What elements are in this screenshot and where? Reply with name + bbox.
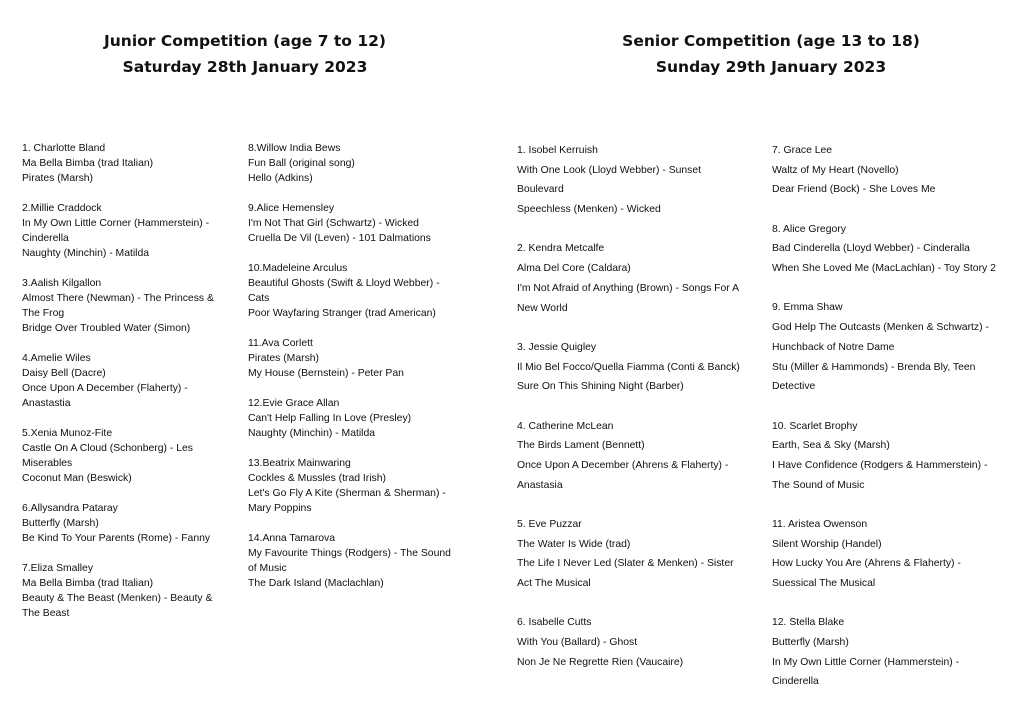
- competitor-entry: [772, 141, 996, 200]
- song-line: Butterfly (Marsh): [22, 518, 99, 529]
- song-line: Butterfly (Marsh): [772, 637, 849, 649]
- competitor-entry: [248, 531, 451, 591]
- competitor-name: 4.Amelie Wiles: [22, 353, 91, 364]
- senior-column-1: [517, 141, 740, 692]
- song-line: Cruella De Vil (Leven) - 101 Dalmations: [248, 233, 431, 244]
- song-line: Naughty (Minchin) - Matilda: [22, 248, 150, 259]
- competitor-name: 10.Madeleine Arculus: [248, 263, 348, 274]
- song-line: Detective: [772, 381, 816, 393]
- competitor-entry: [248, 456, 451, 516]
- song-line: New World: [517, 302, 568, 314]
- song-line: The Beast: [22, 608, 70, 619]
- song-line: Sure On This Shining Night (Barber): [517, 381, 684, 393]
- song-line: How Lucky You Are (Ahrens & Flaherty) -: [772, 558, 961, 570]
- competitor-name: 12. Stella Blake: [772, 617, 845, 629]
- song-line: Daisy Bell (Dacre): [22, 368, 106, 379]
- song-line: I Have Confidence (Rodgers & Hammerstein) -: [772, 459, 988, 471]
- song-line: Once Upon A December (Ahrens & Flaherty) -: [517, 459, 729, 471]
- junior-title: Junior Competition (age 7 to 12): [104, 32, 386, 50]
- competitor-name: 13.Beatrix Mainwaring: [248, 458, 351, 469]
- song-line: When She Loved Me (MacLachlan) - Toy Story 2: [772, 263, 996, 275]
- song-line: Be Kind To Your Parents (Rome) - Fanny: [22, 533, 211, 544]
- song-line: The Life I Never Led (Slater & Menken) - Sister: [517, 558, 734, 570]
- competitor-entry: [517, 417, 740, 496]
- competitor-name: 11.Ava Corlett: [248, 338, 313, 349]
- song-line: Hunchback of Notre Dame: [772, 341, 895, 353]
- song-line: Cats: [248, 293, 270, 304]
- competitor-entry: [517, 613, 740, 672]
- song-line: Coconut Man (Beswick): [22, 473, 132, 484]
- competitor-entry: [772, 220, 996, 279]
- competitor-entry: [517, 515, 740, 594]
- song-line: Naughty (Minchin) - Matilda: [248, 428, 376, 439]
- song-line: With One Look (Lloyd Webber) - Sunset: [517, 164, 702, 176]
- song-line: The Sound of Music: [772, 479, 865, 491]
- competitor-name: 7. Grace Lee: [772, 145, 833, 156]
- competitor-entry: [22, 201, 214, 261]
- song-line: I'm Not That Girl (Schwartz) - Wicked: [248, 218, 419, 229]
- competitor-entry: [22, 561, 214, 621]
- competitor-entry: [22, 276, 214, 336]
- competitor-name: 2. Kendra Metcalfe: [517, 243, 605, 255]
- song-line: Il Mio Bel Focco/Quella Fiamma (Conti & Banck): [517, 361, 740, 373]
- competitor-entry: [248, 201, 451, 246]
- senior-column-2: [772, 141, 996, 712]
- song-line: Fun Ball (original song): [248, 158, 355, 169]
- competitor-name: 14.Anna Tamarova: [248, 533, 336, 544]
- song-line: In My Own Little Corner (Hammerstein) -: [22, 218, 210, 229]
- song-line: Silent Worship (Handel): [772, 538, 882, 550]
- song-line: Poor Wayfaring Stranger (trad American): [248, 308, 436, 319]
- song-line: Earth, Sea & Sky (Marsh): [772, 440, 890, 452]
- song-line: The Birds Lament (Bennett): [517, 440, 645, 452]
- song-line: Ma Bella Bimba (trad Italian): [22, 578, 154, 589]
- song-line: Cockles & Mussles (trad Irish): [248, 473, 386, 484]
- song-line: Mary Poppins: [248, 503, 312, 514]
- song-line: Stu (Miller & Hammonds) - Brenda Bly, Teen: [772, 361, 976, 373]
- song-line: The Frog: [22, 308, 65, 319]
- competitor-name: 7.Eliza Smalley: [22, 563, 94, 574]
- song-line: Pirates (Marsh): [22, 173, 94, 184]
- junior-column-2: [248, 141, 451, 606]
- song-line: Almost There (Newman) - The Princess &: [22, 293, 214, 304]
- competitor-name: 5. Eve Puzzar: [517, 518, 582, 530]
- competitor-entry: [248, 396, 451, 441]
- competitor-name: 4. Catherine McLean: [517, 420, 614, 432]
- competitor-entry: [772, 613, 996, 692]
- junior-heading: [20, 28, 470, 80]
- song-line: Boulevard: [517, 184, 564, 196]
- song-line: Ma Bella Bimba (trad Italian): [22, 158, 154, 169]
- senior-date: Sunday 29th January 2023: [655, 58, 887, 76]
- competitor-entry: [772, 298, 996, 397]
- competitor-entry: [22, 141, 214, 186]
- song-line: Act The Musical: [517, 578, 591, 590]
- competitor-name: 9.Alice Hemensley: [248, 203, 335, 214]
- competitor-entry: [248, 261, 451, 321]
- song-line: Pirates (Marsh): [248, 353, 320, 364]
- song-line: of Music: [248, 563, 287, 574]
- competitor-entry: [248, 336, 451, 381]
- competitor-entry: [22, 351, 214, 411]
- song-line: Suessical The Musical: [772, 578, 876, 590]
- song-line: Let's Go Fly A Kite (Sherman & Sherman) -: [248, 488, 446, 499]
- competitor-entry: [517, 338, 740, 397]
- competitor-entry: [772, 417, 996, 496]
- competitor-name: 9. Emma Shaw: [772, 302, 843, 314]
- competitor-entry: [772, 515, 996, 594]
- competitor-name: 10. Scarlet Brophy: [772, 420, 858, 432]
- competitor-entry: [248, 141, 451, 186]
- song-line: Non Je Ne Regrette Rien (Vaucaire): [517, 656, 684, 668]
- song-line: My Favourite Things (Rodgers) - The Sound: [248, 548, 451, 559]
- song-line: My House (Bernstein) - Peter Pan: [248, 368, 404, 379]
- competitor-name: 3.Aalish Kilgallon: [22, 278, 102, 289]
- song-line: Castle On A Cloud (Schonberg) - Les: [22, 443, 193, 454]
- junior-column-1: [22, 141, 214, 636]
- competitor-name: 12.Evie Grace Allan: [248, 398, 340, 409]
- song-line: Bad Cinderella (Lloyd Webber) - Cinderalla: [772, 243, 970, 255]
- competitor-name: 5.Xenia Munoz-Fite: [22, 428, 113, 439]
- senior-heading: [518, 28, 1024, 80]
- competitor-name: 3. Jessie Quigley: [517, 341, 597, 353]
- junior-date: Saturday 28th January 2023: [122, 58, 368, 76]
- song-line: In My Own Little Corner (Hammerstein) -: [772, 656, 960, 668]
- song-line: Speechless (Menken) - Wicked: [517, 204, 661, 216]
- competitor-name: 6.Allysandra Pataray: [22, 503, 118, 514]
- song-line: Cinderella: [22, 233, 69, 244]
- song-line: Anastasia: [517, 479, 563, 491]
- song-line: Anastastia: [22, 398, 71, 409]
- song-line: Miserables: [22, 458, 73, 469]
- competitor-name: 8. Alice Gregory: [772, 223, 846, 235]
- competitor-entry: [517, 239, 740, 318]
- song-line: Alma Del Core (Caldara): [517, 263, 631, 275]
- song-line: Beauty & The Beast (Menken) - Beauty &: [22, 593, 213, 604]
- song-line: Once Upon A December (Flaherty) -: [22, 383, 188, 394]
- song-line: I'm Not Afraid of Anything (Brown) - Songs For A: [517, 282, 740, 294]
- song-line: Can't Help Falling In Love (Presley): [248, 413, 412, 424]
- song-line: Bridge Over Troubled Water (Simon): [22, 323, 191, 334]
- song-line: Beautiful Ghosts (Swift & Lloyd Webber) -: [248, 278, 440, 289]
- competitor-name: 1. Isobel Kerruish: [517, 145, 598, 156]
- competitor-name: 1. Charlotte Bland: [22, 143, 106, 154]
- competitor-name: 8.Willow India Bews: [248, 143, 341, 154]
- senior-title: Senior Competition (age 13 to 18): [622, 32, 920, 50]
- competitor-entry: [517, 141, 740, 220]
- song-line: With You (Ballard) - Ghost: [517, 637, 638, 649]
- competitor-name: 11. Aristea Owenson: [772, 518, 868, 530]
- song-line: The Water Is Wide (trad): [517, 538, 631, 550]
- song-line: Waltz of My Heart (Novello): [772, 164, 899, 176]
- song-line: Hello (Adkins): [248, 173, 313, 184]
- competitor-name: 2.Millie Craddock: [22, 203, 102, 214]
- song-line: The Dark Island (Maclachlan): [248, 578, 384, 589]
- competitor-entry: [22, 426, 214, 486]
- competitor-name: 6. Isabelle Cutts: [517, 617, 592, 629]
- song-line: Dear Friend (Bock) - She Loves Me: [772, 184, 936, 196]
- competitor-entry: [22, 501, 214, 546]
- song-line: God Help The Outcasts (Menken & Schwartz) -: [772, 322, 989, 334]
- song-line: Cinderella: [772, 676, 819, 688]
